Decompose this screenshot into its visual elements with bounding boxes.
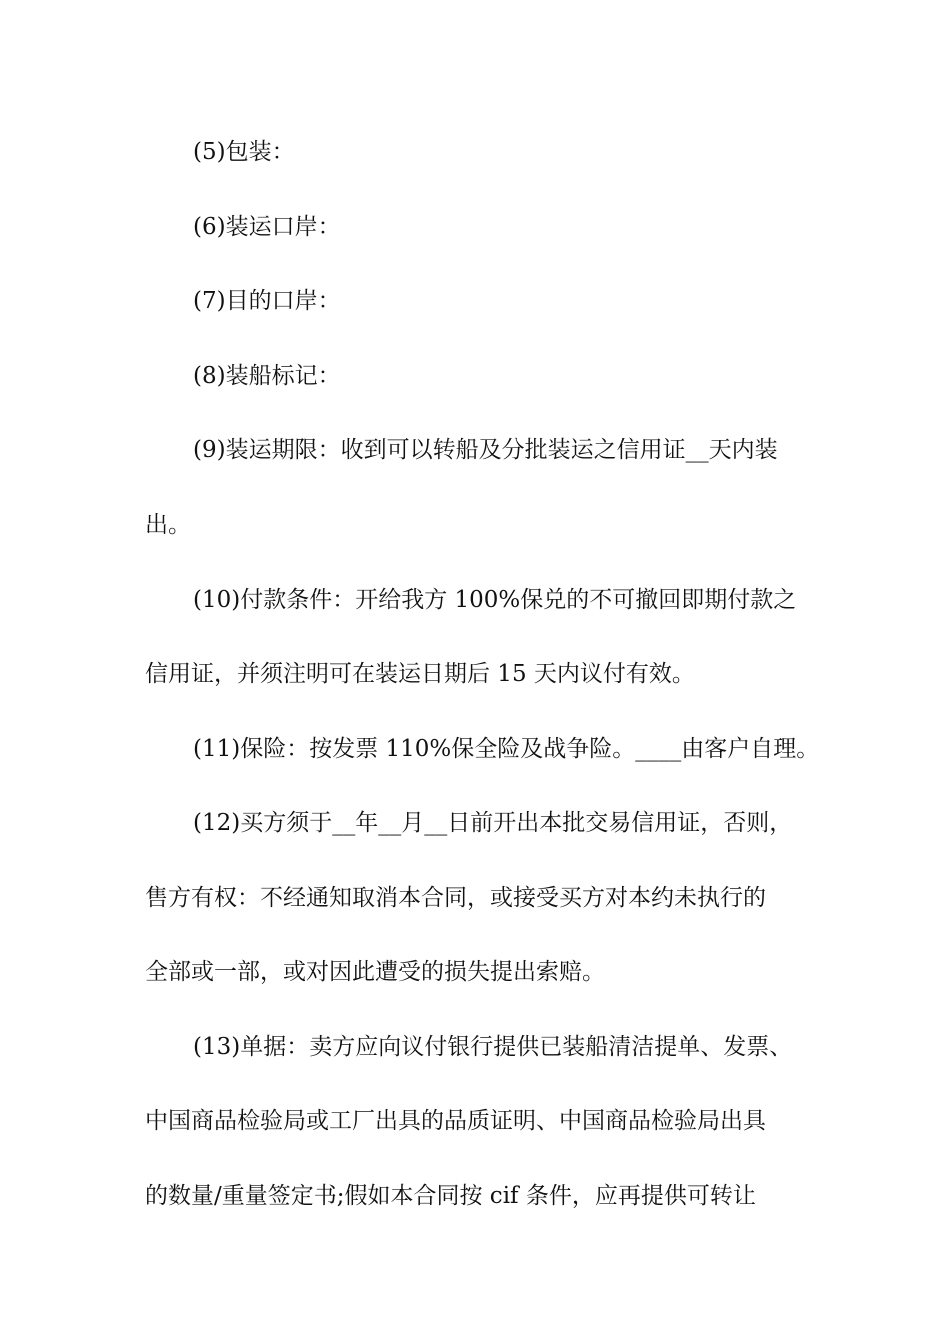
clause-6-loading-port: (6)装运口岸： bbox=[193, 214, 341, 240]
clause-9-continuation: 出。 bbox=[145, 512, 191, 538]
clause-12-credit-deadline: (12)买方须于__年__月__日前开出本批交易信用证，否则， bbox=[193, 810, 793, 836]
clause-9-shipment-period: (9)装运期限：收到可以转船及分批装运之信用证__天内装 bbox=[193, 437, 778, 463]
clause-12-continuation-1: 售方有权：不经通知取消本合同，或接受买方对本约未执行的 bbox=[145, 885, 766, 911]
clause-7-destination-port: (7)目的口岸： bbox=[193, 288, 341, 314]
clause-10-continuation: 信用证，并须注明可在装运日期后 15 天内议付有效。 bbox=[145, 661, 695, 687]
clause-10-payment-terms: (10)付款条件：开给我方 100%保兑的不可撤回即期付款之 bbox=[193, 587, 797, 613]
clause-13-continuation-2: 的数量/重量签定书;假如本合同按 cif 条件，应再提供可转让 bbox=[145, 1183, 756, 1209]
clause-12-continuation-2: 全部或一部，或对因此遭受的损失提出索赔。 bbox=[145, 959, 605, 985]
clause-11-insurance: (11)保险：按发票 110%保全险及战争险。____由客户自理。 bbox=[193, 736, 820, 762]
clause-13-documents: (13)单据：卖方应向议付银行提供已装船清洁提单、发票、 bbox=[193, 1034, 793, 1060]
clause-8-shipping-marks: (8)装船标记： bbox=[193, 363, 341, 389]
clause-13-continuation-1: 中国商品检验局或工厂出具的品质证明、中国商品检验局出具 bbox=[145, 1108, 766, 1134]
clause-5-packaging: (5)包装： bbox=[193, 139, 295, 165]
